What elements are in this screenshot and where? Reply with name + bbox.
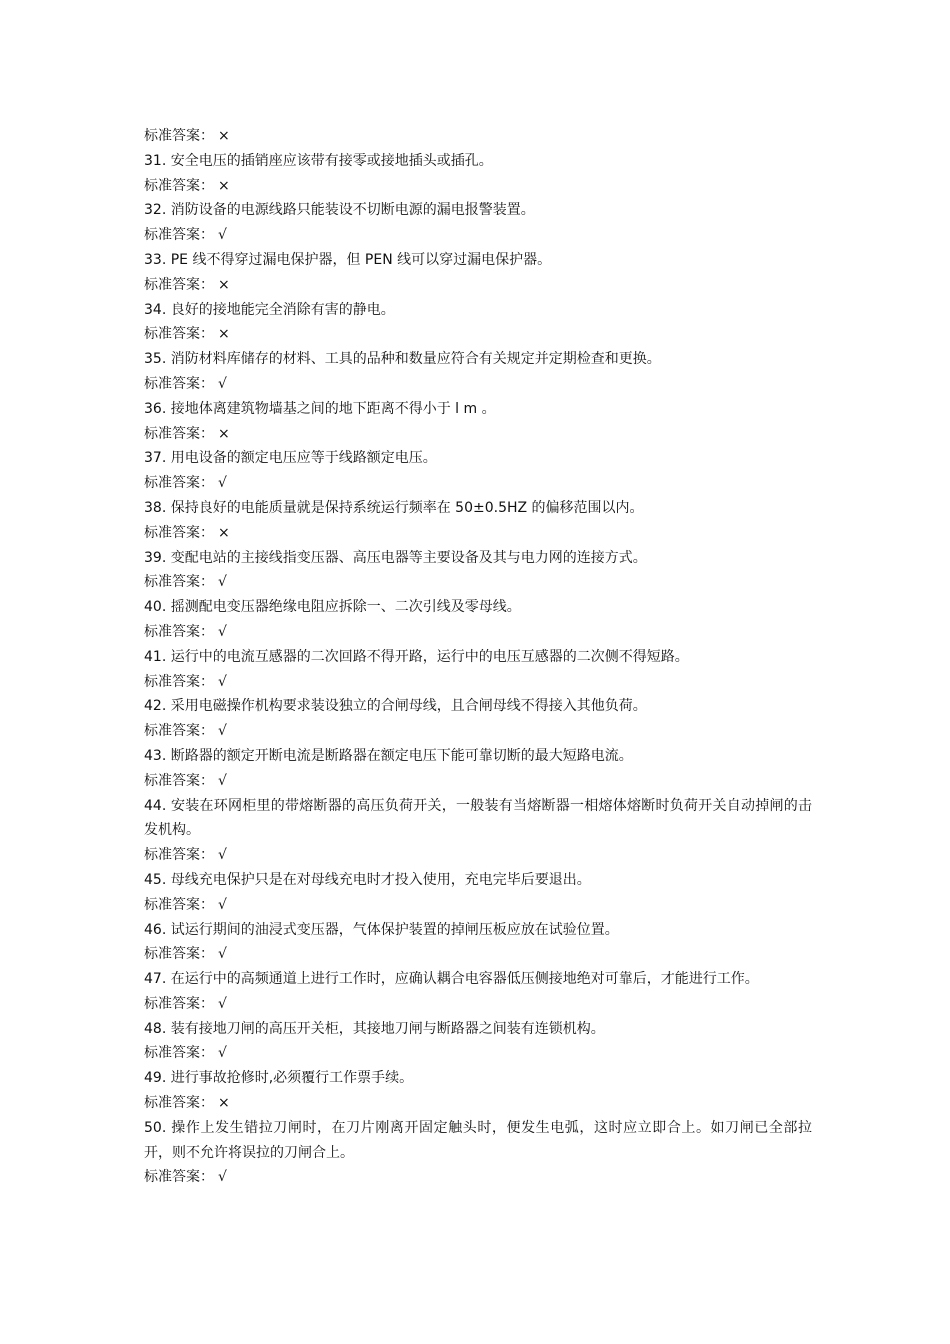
answer-label: 标准答案： <box>144 375 214 392</box>
answer-mark: √ <box>218 847 227 864</box>
answer-mark: √ <box>218 375 227 392</box>
question-47: 47. 在运行中的高频通道上进行工作时，应确认耦合电容器低压侧接地绝对可靠后，才能进行工作。 <box>144 971 759 988</box>
answer-label: 标准答案： <box>144 623 214 640</box>
answer-label: 标准答案： <box>144 673 214 690</box>
answer-mark: √ <box>218 1169 227 1186</box>
answer-line <box>144 124 812 149</box>
document-content <box>144 124 812 1190</box>
answer-mark: √ <box>218 1045 227 1062</box>
answer-label: 标准答案： <box>144 896 214 913</box>
answer-line <box>144 620 812 645</box>
question-50: 50. 操作上发生错拉刀闸时，在刀片刚离开固定触头时，便发生电弧，这时应立即合上。如刀闸已全部拉开，则不允许将误拉的刀闸合上。 <box>144 1119 812 1161</box>
answer-mark: √ <box>218 673 227 690</box>
answer-line <box>144 372 812 397</box>
answer-mark: √ <box>218 772 227 789</box>
question-42: 42. 采用电磁操作机构要求装设独立的合闸母线，且合闸母线不得接入其他负荷。 <box>144 698 647 715</box>
answer-mark: √ <box>218 623 227 640</box>
answer-line <box>144 174 812 199</box>
answer-line <box>144 670 812 695</box>
answer-line <box>144 843 812 868</box>
answer-mark: √ <box>218 995 227 1012</box>
answer-line <box>144 769 812 794</box>
answer-label: 标准答案： <box>144 772 214 789</box>
question-48: 48. 装有接地刀闸的高压开关柜，其接地刀闸与断路器之间装有连锁机构。 <box>144 1020 605 1037</box>
answer-line <box>144 992 812 1017</box>
answer-label: 标准答案： <box>144 847 214 864</box>
answer-line <box>144 570 812 595</box>
answer-label: 标准答案： <box>144 425 214 442</box>
question-32: 32. 消防设备的电源线路只能装设不切断电源的漏电报警装置。 <box>144 202 535 219</box>
question-44: 44. 安装在环网柜里的带熔断器的高压负荷开关，一般装有当熔断器一相熔体熔断时负荷开关自动掉闸的击发机构。 <box>144 797 812 839</box>
answer-line <box>144 1041 812 1066</box>
answer-label: 标准答案： <box>144 524 214 541</box>
answer-label: 标准答案： <box>144 1095 214 1112</box>
question-36: 36. 接地体离建筑物墙基之间的地下距离不得小于 l m 。 <box>144 400 496 417</box>
question-35: 35. 消防材料库储存的材料、工具的品种和数量应符合有关规定并定期检查和更换。 <box>144 351 661 368</box>
question-37: 37. 用电设备的额定电压应等于线路额定电压。 <box>144 450 437 467</box>
answer-mark: × <box>218 1095 230 1112</box>
answer-label: 标准答案： <box>144 1169 214 1186</box>
question-39: 39. 变配电站的主接线指变压器、高压电器等主要设备及其与电力网的连接方式。 <box>144 549 647 566</box>
question-43: 43. 断路器的额定开断电流是断路器在额定电压下能可靠切断的最大短路电流。 <box>144 747 633 764</box>
question-33: 33. PE 线不得穿过漏电保护器，但 PEN 线可以穿过漏电保护器。 <box>144 251 552 268</box>
answer-mark: × <box>218 177 230 194</box>
answer-line <box>144 322 812 347</box>
answer-line <box>144 422 812 447</box>
answer-label: 标准答案： <box>144 128 214 144</box>
answer-mark: √ <box>218 475 227 492</box>
answer-mark: × <box>218 326 230 343</box>
answer-mark: √ <box>218 946 227 963</box>
answer-line <box>144 223 812 248</box>
answer-mark: √ <box>218 896 227 913</box>
answer-label: 标准答案： <box>144 995 214 1012</box>
answer-mark: √ <box>218 723 227 740</box>
answer-mark: × <box>218 128 230 144</box>
answer-mark: × <box>218 425 230 442</box>
question-38: 38. 保持良好的电能质量就是保持系统运行频率在 50±0.5HZ 的偏移范围以内。 <box>144 499 644 516</box>
answer-label: 标准答案： <box>144 177 214 194</box>
answer-line <box>144 719 812 744</box>
answer-mark: √ <box>218 574 227 591</box>
question-49: 49. 进行事故抢修时,必须覆行工作票手续。 <box>144 1070 414 1087</box>
answer-line <box>144 471 812 496</box>
question-31: 31. 安全电压的插销座应该带有接零或接地插头或插孔。 <box>144 152 493 169</box>
answer-line <box>144 1165 812 1190</box>
answer-label: 标准答案： <box>144 574 214 591</box>
answer-line <box>144 942 812 967</box>
answer-line <box>144 273 812 298</box>
question-40: 40. 摇测配电变压器绝缘电阻应拆除一、二次引线及零母线。 <box>144 599 521 616</box>
answer-mark: √ <box>218 227 227 244</box>
answer-label: 标准答案： <box>144 276 214 293</box>
question-45: 45. 母线充电保护只是在对母线充电时才投入使用，充电完毕后要退出。 <box>144 871 591 888</box>
question-46: 46. 试运行期间的油浸式变压器，气体保护装置的掉闸压板应放在试验位置。 <box>144 921 619 938</box>
answer-mark: × <box>218 524 230 541</box>
answer-label: 标准答案： <box>144 326 214 343</box>
answer-line <box>144 893 812 918</box>
answer-line <box>144 521 812 546</box>
answer-line <box>144 1091 812 1116</box>
answer-label: 标准答案： <box>144 946 214 963</box>
answer-label: 标准答案： <box>144 723 214 740</box>
answer-label: 标准答案： <box>144 475 214 492</box>
answer-mark: × <box>218 276 230 293</box>
answer-label: 标准答案： <box>144 227 214 244</box>
question-41: 41. 运行中的电流互感器的二次回路不得开路，运行中的电压互感器的二次侧不得短路。 <box>144 648 689 665</box>
answer-label: 标准答案： <box>144 1045 214 1062</box>
question-34: 34. 良好的接地能完全消除有害的静电。 <box>144 301 395 318</box>
